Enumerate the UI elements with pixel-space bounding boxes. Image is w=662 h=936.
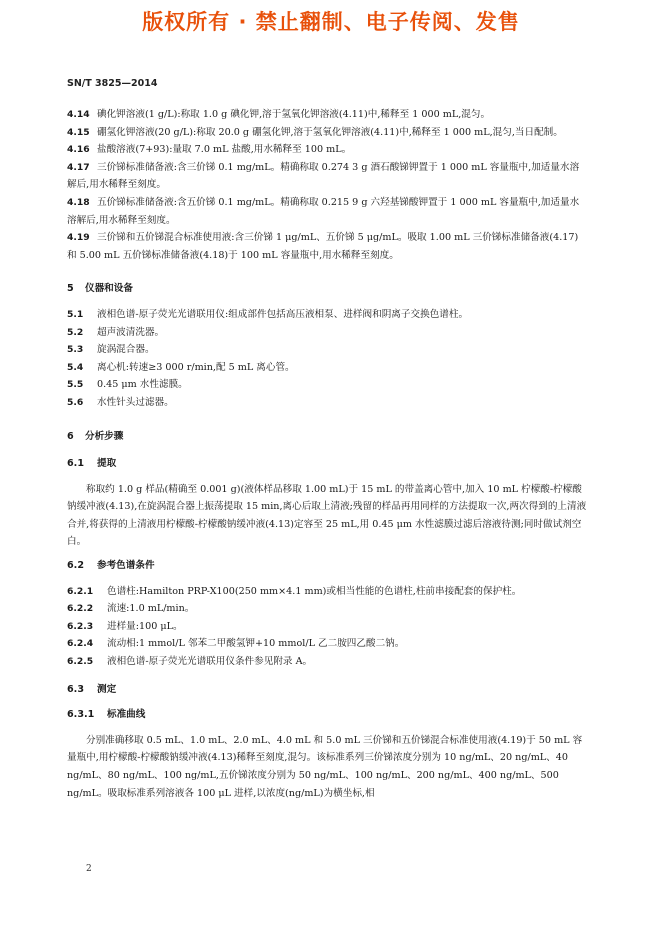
standard-number: SN/T 3825—2014 bbox=[67, 78, 158, 89]
section-6-heading: 6 分析步骤 bbox=[67, 430, 124, 442]
calibration-paragraph: 分别准确移取 0.5 mL、1.0 mL、2.0 mL、4.0 mL 和 5.0 mL 三价锑和五价锑混合标准使用液(4.19)于 50 mL 容量瓶中,用柠檬酸-柠檬酸钠缓冲液(4.13)稀释至刻度,混匀。该标准系列三价锑浓度分别为 10 ng/mL、20 ng/mL、40 ng/mL、80 ng/mL、100 ng/mL,五价锑浓度分别为 50 ng/mL、100 ng/mL、200 ng/mL、400 ng/mL、500 ng/mL。吸取标准系列溶液各 100 μL 进样,以浓度(ng/mL)为横坐标,相 bbox=[67, 734, 583, 799]
clause-4-14: 4.14 碘化钾溶液(1 g/L):称取 1.0 g 碘化钾,溶于氢氧化钾溶液(4.11)中,稀释至 1 000 mL,混匀。 bbox=[67, 109, 491, 120]
clause-5-4: 5.4 离心机:转速≥3 000 r/min,配 5 mL 离心管。 bbox=[67, 361, 295, 373]
section-6-3-heading: 6.3 测定 bbox=[67, 683, 117, 695]
section-6-2-heading: 6.2 参考色谱条件 bbox=[67, 560, 155, 572]
clause-4-15: 4.15 硼氢化钾溶液(20 g/L):称取 20.0 g 硼氢化钾,溶于氢氧化钾溶液(4.11)中,稀释至 1 000 mL,混匀,当日配制。 bbox=[67, 126, 563, 138]
clause-5-3: 5.3 旋涡混合器。 bbox=[67, 344, 155, 356]
section-6-1-heading: 6.1 提取 bbox=[67, 458, 117, 470]
clause-4-17: 4.17 三价锑标准储备液:含三价锑 0.1 mg/mL。精确称取 0.274 3 g 酒石酸锑钾置于 1 000 mL 容量瓶中,加适量水溶解后,用水稀释至刻度。 bbox=[67, 161, 580, 191]
extraction-paragraph: 称取约 1.0 g 样品(精确至 0.001 g)(液体样品移取 1.00 mL)于 15 mL 的带盖离心管中,加入 10 mL 柠檬酸-柠檬酸钠缓冲液(4.13),在旋涡混合器上振荡提取 15 min,离心后取上清液;残留的样品再用同样的方法提取一次,两次得到的上清液合并,将获得的上清液用柠檬酸-柠檬酸钠缓冲液(4.13)定容至 25 mL,用 0.45 μm 水性滤膜过滤后溶液待测;同时做试剂空白。 bbox=[67, 483, 587, 548]
clause-6-2-4: 6.2.4 流动相:1 mmol/L 邻苯二甲酸氢钾+10 mmol/L 乙二胺四乙酸二钠。 bbox=[67, 638, 405, 650]
clause-6-2-1: 6.2.1 色谱柱:Hamilton PRP-X100(250 mm×4.1 mm)或相当性能的色谱柱,柱前串接配套的保护柱。 bbox=[67, 585, 522, 597]
clause-6-2-5: 6.2.5 液相色谱-原子荧光光谱联用仪条件参见附录 A。 bbox=[67, 656, 313, 668]
clause-5-1: 5.1 液相色谱-原子荧光光谱联用仪:组成部件包括高压液相泵、进样阀和阴离子交换色谱柱。 bbox=[67, 308, 469, 320]
clause-4-19: 4.19 三价锑和五价锑混合标准使用液:含三价锑 1 μg/mL、五价锑 5 μg/mL。吸取 1.00 mL 三价锑标准储备液(4.17)和 5.00 mL 五价锑标准储备液(4.18)于 100 mL 容量瓶中,用水稀释至刻度。 bbox=[67, 232, 579, 261]
document-body bbox=[67, 106, 587, 802]
clause-6-2-2: 6.2.2 流速:1.0 mL/min。 bbox=[67, 603, 195, 615]
copyright-banner: 版权所有 · 禁止翻制、电子传阅、发售 bbox=[142, 10, 520, 34]
clause-4-16: 4.16 盐酸溶液(7+93):量取 7.0 mL 盐酸,用水稀释至 100 mL。 bbox=[67, 144, 352, 156]
clause-6-2-3: 6.2.3 进样量:100 μL。 bbox=[67, 620, 183, 632]
section-6-3-1-heading: 6.3.1 标准曲线 bbox=[67, 709, 146, 721]
section-5-heading: 5 仪器和设备 bbox=[67, 283, 133, 295]
clause-5-5: 5.5 0.45 μm 水性滤膜。 bbox=[67, 379, 188, 391]
page-number: 2 bbox=[86, 864, 92, 874]
clause-5-6: 5.6 水性针头过滤器。 bbox=[67, 396, 174, 408]
clause-5-2: 5.2 超声波清洗器。 bbox=[67, 326, 165, 338]
clause-4-18: 4.18 五价锑标准储备液:含五价锑 0.1 mg/mL。精确称取 0.215 9 g 六羟基锑酸钾置于 1 000 mL 容量瓶中,加适量水溶解后,用水稀释至刻度。 bbox=[67, 196, 580, 226]
